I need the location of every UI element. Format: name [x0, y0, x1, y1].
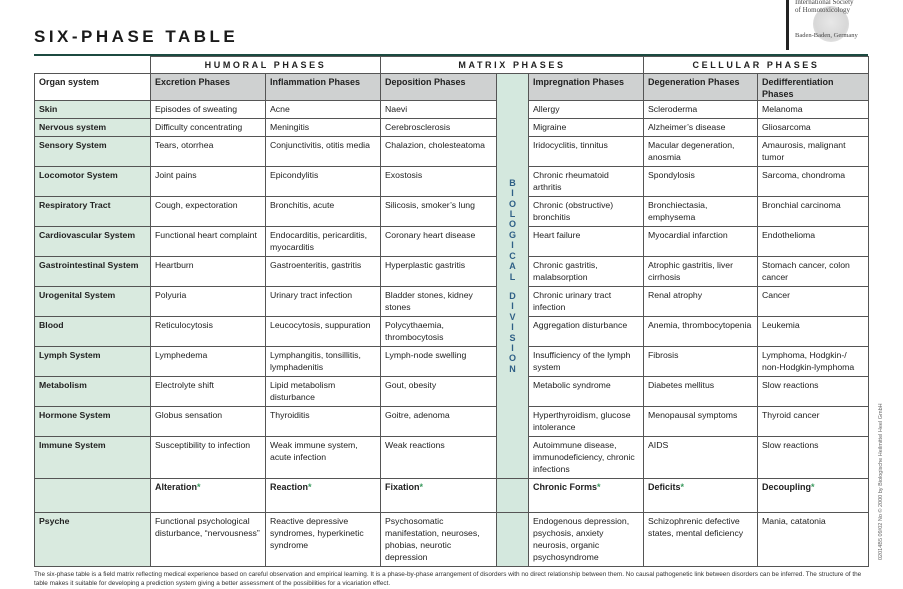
organ-system-cell: Hormone System: [35, 407, 151, 437]
side-note: 02014B5 09/02 No © 2000 by Biologische Heilmittel Heel GmbH: [878, 403, 884, 560]
disorder-cell: Migraine: [529, 119, 644, 137]
disorder-cell: Sarcoma, chondroma: [758, 167, 869, 197]
disorder-cell: Chronic gastritis, malabsorption: [529, 257, 644, 287]
division-letter: D: [509, 290, 516, 301]
disorder-cell: Bronchitis, acute: [266, 197, 381, 227]
disorder-cell: Endogenous depression, psychosis, anxiety neurosis, organic psychosyndrome: [529, 513, 644, 567]
disorder-cell: Bronchiectasia, emphysema: [644, 197, 758, 227]
phase-group-matrix: MATRIX PHASES: [381, 57, 644, 74]
disorder-cell: AIDS: [644, 437, 758, 479]
disorder-cell: Thyroid cancer: [758, 407, 869, 437]
disorder-cell: Spondylosis: [644, 167, 758, 197]
biological-division-spacer: [497, 513, 529, 567]
table-row: [35, 227, 869, 257]
division-letter: N: [509, 363, 516, 374]
disorder-cell: Weak immune system, acute infection: [266, 437, 381, 479]
table-row: [35, 287, 869, 317]
division-letter: I: [511, 342, 514, 353]
disorder-cell: Goitre, adenoma: [381, 407, 497, 437]
division-letter: B: [509, 177, 516, 188]
phase-characteristic-cell: [644, 479, 758, 513]
biological-division-label: [497, 178, 528, 374]
organ-system-cell: Blood: [35, 317, 151, 347]
organ-system-cell: Nervous system: [35, 119, 151, 137]
disorder-cell: Hyperthyroidism, glucose intolerance: [529, 407, 644, 437]
disorder-cell: Schizophrenic defective states, mental deficiency: [644, 513, 758, 567]
table-row: [35, 347, 869, 377]
table-row: [35, 377, 869, 407]
disorder-cell: Macular degeneration, anosmia: [644, 137, 758, 167]
disorder-cell: Atrophic gastritis, liver cirrhosis: [644, 257, 758, 287]
organ-system-cell: Lymph System: [35, 347, 151, 377]
disorder-cell: Weak reactions: [381, 437, 497, 479]
disorder-cell: Amaurosis, malignant tumor: [758, 137, 869, 167]
phase-characteristic-label: Chronic Forms: [533, 482, 598, 492]
disorder-cell: Gliosarcoma: [758, 119, 869, 137]
disorder-cell: Myocardial infarction: [644, 227, 758, 257]
disorder-cell: Electrolyte shift: [151, 377, 266, 407]
phase-characteristic-cell: [381, 479, 497, 513]
disorder-cell: Coronary heart disease: [381, 227, 497, 257]
disorder-cell: Tears, otorrhea: [151, 137, 266, 167]
society-logo: [786, 0, 872, 50]
disorder-cell: Silicosis, smoker’s lung: [381, 197, 497, 227]
disorder-cell: Lymphedema: [151, 347, 266, 377]
table-row: [35, 167, 869, 197]
disorder-cell: Naevi: [381, 101, 497, 119]
logo-line-1: International Society: [795, 0, 854, 6]
logo-line-2: of Homotoxicology: [795, 6, 851, 14]
phase-characteristic-label: Decoupling: [762, 482, 811, 492]
phase-group-row: [35, 57, 869, 74]
disorder-cell: Aggregation disturbance: [529, 317, 644, 347]
phase-characteristic-label: Alteration: [155, 482, 198, 492]
disorder-cell: Exostosis: [381, 167, 497, 197]
column-header-excretion: Excretion Phases: [151, 74, 266, 101]
table-row-psyche: [35, 513, 869, 567]
disorder-cell: Cerebrosclerosis: [381, 119, 497, 137]
organ-system-cell: Immune System: [35, 437, 151, 479]
disorder-cell: Heartburn: [151, 257, 266, 287]
disorder-cell: Diabetes mellitus: [644, 377, 758, 407]
disorder-cell: Bronchial carcinoma: [758, 197, 869, 227]
disorder-cell: Lymphangitis, tonsillitis, lymphadenitis: [266, 347, 381, 377]
disorder-cell: Heart failure: [529, 227, 644, 257]
disorder-cell: Fibrosis: [644, 347, 758, 377]
page-title: SIX-PHASE TABLE: [34, 27, 239, 46]
disorder-cell: Reactive depressive syndromes, hyperkinetic syndrome: [266, 513, 381, 567]
disorder-cell: Meningitis: [266, 119, 381, 137]
division-letter: G: [508, 229, 516, 240]
disorder-cell: Allergy: [529, 101, 644, 119]
disorder-cell: Scleroderma: [644, 101, 758, 119]
disorder-cell: Leucocytosis, suppuration: [266, 317, 381, 347]
disorder-cell: Lymphoma, Hodgkin-/ non-Hodgkin-lymphoma: [758, 347, 869, 377]
disorder-cell: Stomach cancer, colon cancer: [758, 257, 869, 287]
disorder-cell: Difficulty concentrating: [151, 119, 266, 137]
disorder-cell: Metabolic syndrome: [529, 377, 644, 407]
disorder-cell: Autoimmune disease, immunodeficiency, chronic infections: [529, 437, 644, 479]
disorder-cell: Conjunctivitis, otitis media: [266, 137, 381, 167]
disorder-cell: Anemia, thrombocytopenia: [644, 317, 758, 347]
disorder-cell: Mania, catatonia: [758, 513, 869, 567]
phase-group-cellular: CELLULAR PHASES: [644, 57, 869, 74]
disorder-cell: Urinary tract infection: [266, 287, 381, 317]
disorder-cell: Epicondylitis: [266, 167, 381, 197]
column-header-impregnation: Impregnation Phases: [529, 74, 644, 101]
table-row: [35, 317, 869, 347]
disorder-cell: Leukemia: [758, 317, 869, 347]
division-letter: C: [509, 250, 516, 261]
table-row: [35, 137, 869, 167]
disorder-cell: Menopausal symptoms: [644, 407, 758, 437]
division-letter: S: [509, 332, 516, 343]
disorder-cell: Gastroenteritis, gastritis: [266, 257, 381, 287]
logo-text: [795, 0, 854, 14]
column-header-degeneration: Degeneration Phases: [644, 74, 758, 101]
disorder-cell: Cough, expectoration: [151, 197, 266, 227]
organ-system-cell: Metabolism: [35, 377, 151, 407]
disorder-cell: Lipid metabolism disturbance: [266, 377, 381, 407]
table-row: [35, 197, 869, 227]
organ-system-cell: Urogenital System: [35, 287, 151, 317]
disorder-cell: Globus sensation: [151, 407, 266, 437]
organ-system-cell: Locomotor System: [35, 167, 151, 197]
division-letter: O: [508, 353, 516, 364]
organ-system-cell: Cardiovascular System: [35, 227, 151, 257]
disorder-cell: Episodes of sweating: [151, 101, 266, 119]
division-letter: I: [511, 301, 514, 312]
blank-corner: [35, 57, 151, 74]
column-header-inflammation: Inflammation Phases: [266, 74, 381, 101]
disorder-cell: Endothelioma: [758, 227, 869, 257]
phase-characteristic-label: Reaction: [270, 482, 309, 492]
organ-system-cell: Skin: [35, 101, 151, 119]
division-letter: L: [509, 271, 516, 282]
disorder-cell: Chronic (obstructive) bronchitis: [529, 197, 644, 227]
asterisk-marker: *: [197, 482, 201, 492]
division-letter: I: [511, 322, 514, 333]
phase-characteristic-label: Deficits: [648, 482, 681, 492]
table-row: [35, 407, 869, 437]
organ-system-cell: Gastrointestinal System: [35, 257, 151, 287]
organ-system-cell: Respiratory Tract: [35, 197, 151, 227]
division-letter: A: [509, 261, 516, 272]
disorder-cell: Chronic rheumatoid arthritis: [529, 167, 644, 197]
disorder-cell: Polycythaemia, thrombocytosis: [381, 317, 497, 347]
disorder-cell: Lymph-node swelling: [381, 347, 497, 377]
division-letter: V: [509, 311, 516, 322]
organ-system-cell: Sensory System: [35, 137, 151, 167]
division-letter: O: [508, 198, 516, 209]
disorder-cell: Chalazion, cholesteatoma: [381, 137, 497, 167]
disorder-cell: Cancer: [758, 287, 869, 317]
asterisk-marker: *: [308, 482, 312, 492]
disorder-cell: Joint pains: [151, 167, 266, 197]
organ-system-cell: Psyche: [35, 513, 151, 567]
disorder-cell: Slow reactions: [758, 437, 869, 479]
phase-characteristic-cell: [266, 479, 381, 513]
disorder-cell: Alzheimer’s disease: [644, 119, 758, 137]
column-header-dedifferentiation: Dedifferentiation Phases: [758, 74, 869, 101]
phase-characteristic-row: [35, 479, 869, 513]
disorder-cell: Thyroiditis: [266, 407, 381, 437]
disorder-cell: Chronic urinary tract infection: [529, 287, 644, 317]
footnote: The six-phase table is a field matrix reflecting medical experience based on careful observation and empirical learning. It is a phase-by-phase arrangement of disorders with no direct relationship between them. No causal pathogenetic link between disorders can be inferred. The structure of the table makes it suitable for developing a prediction system giving a better assessment of the possibilities for a vicariation effect.: [34, 571, 862, 587]
phase-characteristic-cell: [529, 479, 644, 513]
disorder-cell: Hyperplastic gastritis: [381, 257, 497, 287]
disorder-cell: Slow reactions: [758, 377, 869, 407]
division-letter: O: [508, 219, 516, 230]
phase-characteristic-cell: [758, 479, 869, 513]
asterisk-marker: *: [680, 482, 685, 492]
biological-division-spacer: [497, 479, 529, 513]
column-header-deposition: Deposition Phases: [381, 74, 497, 101]
division-letter: L: [509, 209, 516, 220]
disorder-cell: Acne: [266, 101, 381, 119]
column-header-row: [35, 74, 869, 101]
column-header-organ: Organ system: [35, 74, 151, 101]
disorder-cell: Insufficiency of the lymph system: [529, 347, 644, 377]
disorder-cell: Gout, obesity: [381, 377, 497, 407]
table-row: [35, 119, 869, 137]
logo-city: Baden-Baden, Germany: [795, 32, 858, 39]
table-row: [35, 437, 869, 479]
division-letter: I: [511, 240, 514, 251]
biological-division-column: [497, 74, 529, 479]
disorder-cell: Melanoma: [758, 101, 869, 119]
disorder-cell: Bladder stones, kidney stones: [381, 287, 497, 317]
asterisk-marker: *: [419, 482, 424, 492]
disorder-cell: Iridocyclitis, tinnitus: [529, 137, 644, 167]
six-phase-table: [34, 56, 869, 567]
disorder-cell: Functional psychological disturbance, “nervousness”: [151, 513, 266, 567]
phase-characteristic-cell: [151, 479, 266, 513]
disorder-cell: Endocarditis, pericarditis, myocarditis: [266, 227, 381, 257]
disorder-cell: Polyuria: [151, 287, 266, 317]
phase-characteristic-label: Fixation: [385, 482, 420, 492]
asterisk-marker: *: [811, 482, 815, 492]
summary-organ-blank: [35, 479, 151, 513]
asterisk-marker: *: [597, 482, 601, 492]
division-letter: I: [511, 188, 514, 199]
table-row: [35, 257, 869, 287]
disorder-cell: Functional heart complaint: [151, 227, 266, 257]
disorder-cell: Renal atrophy: [644, 287, 758, 317]
disorder-cell: Susceptibility to infection: [151, 437, 266, 479]
disorder-cell: Psychosomatic manifestation, neuroses, phobias, neurotic depression: [381, 513, 497, 567]
phase-group-humoral: HUMORAL PHASES: [151, 57, 381, 74]
disorder-cell: Reticulocytosis: [151, 317, 266, 347]
table-row: [35, 101, 869, 119]
